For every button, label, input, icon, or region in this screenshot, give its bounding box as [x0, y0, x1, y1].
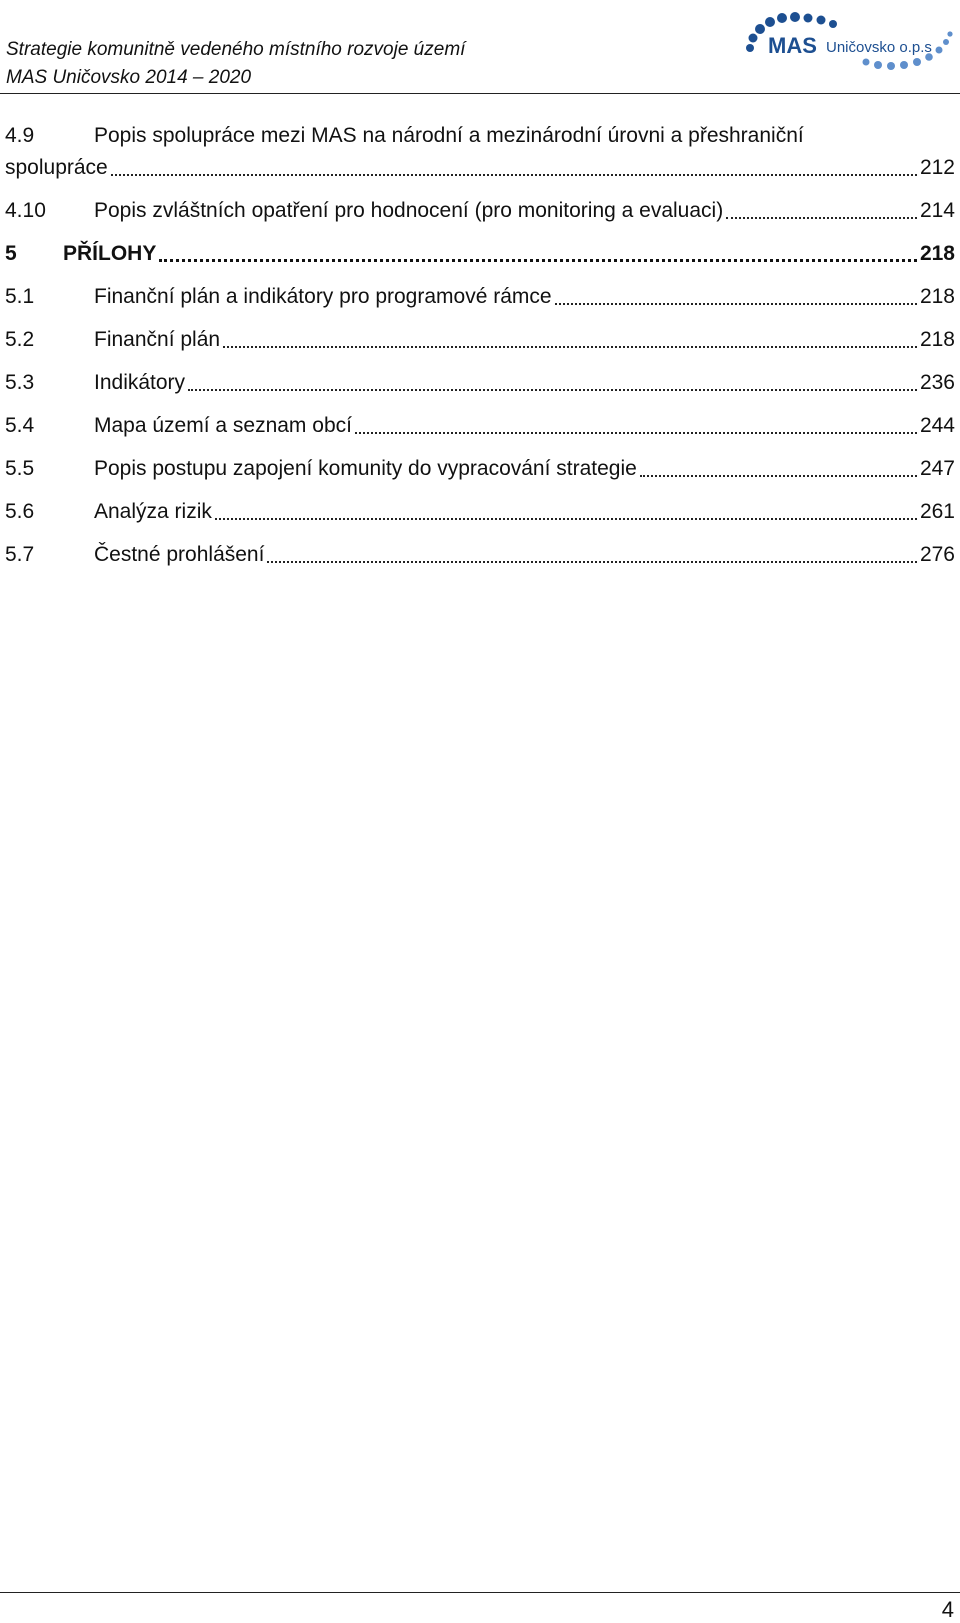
toc-entry-5-2[interactable]: [5, 326, 955, 354]
toc-title: Indikátory: [94, 371, 186, 394]
toc-entry-5[interactable]: [5, 240, 955, 268]
toc-number: 5.5: [5, 457, 35, 480]
toc-title: Popis zvláštních opatření pro hodnocení (pro monitoring a evaluaci): [94, 199, 724, 222]
toc-number: 4.10: [5, 199, 46, 222]
toc-page: 218: [919, 328, 955, 351]
toc-number: 5.2: [5, 328, 35, 351]
toc-title: Popis spolupráce mezi MAS na národní a mezinárodní úrovni a přeshraniční: [94, 124, 804, 147]
toc-page: 214: [919, 199, 955, 222]
table-of-contents: [5, 122, 955, 584]
toc-title: Finanční plán a indikátory pro programové rámce: [94, 285, 552, 308]
toc-number: 4.9: [5, 124, 35, 147]
toc-page: 261: [919, 500, 955, 523]
toc-entry-4-10[interactable]: [5, 197, 955, 225]
dot-leader: [159, 259, 917, 262]
dot-leader: [726, 217, 917, 219]
logo-text-sub: Uničovsko o.p.s: [826, 39, 932, 56]
toc-page: 212: [919, 156, 955, 179]
toc-number: 5.3: [5, 371, 35, 394]
toc-number: 5.7: [5, 543, 35, 566]
toc-entry-5-3[interactable]: [5, 369, 955, 397]
toc-title: Analýza rizik: [94, 500, 212, 523]
toc-page: 247: [919, 457, 955, 480]
page-number: 4: [941, 1597, 954, 1622]
dot-leader: [640, 475, 917, 477]
footer-divider: [0, 1592, 960, 1593]
dot-leader: [267, 561, 917, 563]
toc-entry-5-7[interactable]: [5, 541, 955, 569]
toc-number: 5.1: [5, 285, 35, 308]
header-title: Strategie komunitně vedeného místního rozvoje území: [6, 39, 466, 60]
toc-number: 5.4: [5, 414, 35, 437]
toc-title: PŘÍLOHY: [63, 242, 157, 265]
toc-page: 276: [919, 543, 955, 566]
toc-entry-5-5[interactable]: [5, 455, 955, 483]
toc-entry-4-9[interactable]: [5, 122, 955, 182]
toc-title: Finanční plán: [94, 328, 221, 351]
dot-leader: [555, 303, 917, 305]
toc-entry-5-4[interactable]: [5, 412, 955, 440]
toc-number: 5.6: [5, 500, 35, 523]
toc-title: Čestné prohlášení: [94, 543, 265, 566]
dot-leader: [111, 174, 917, 176]
toc-page: 236: [919, 371, 955, 394]
toc-page: 244: [919, 414, 955, 437]
toc-title: Popis postupu zapojení komunity do vypracování strategie: [94, 457, 637, 480]
toc-entry-5-1[interactable]: [5, 283, 955, 311]
logo-text-mas: MAS: [768, 33, 817, 58]
header-subtitle: MAS Uničovsko 2014 – 2020: [6, 67, 252, 88]
mas-unicovsko-logo: [738, 8, 954, 74]
page-header: [0, 0, 960, 96]
toc-page: 218: [919, 242, 955, 265]
dot-leader: [215, 518, 917, 520]
toc-title-continued: spolupráce: [5, 156, 108, 179]
toc-entry-5-6[interactable]: [5, 498, 955, 526]
dot-leader: [188, 389, 917, 391]
toc-page: 218: [919, 285, 955, 308]
header-divider: [0, 93, 960, 94]
toc-number: 5: [5, 242, 17, 265]
header-text: [6, 36, 465, 92]
dot-leader: [355, 432, 917, 434]
toc-title: Mapa území a seznam obcí: [94, 414, 352, 437]
dot-leader: [223, 346, 917, 348]
